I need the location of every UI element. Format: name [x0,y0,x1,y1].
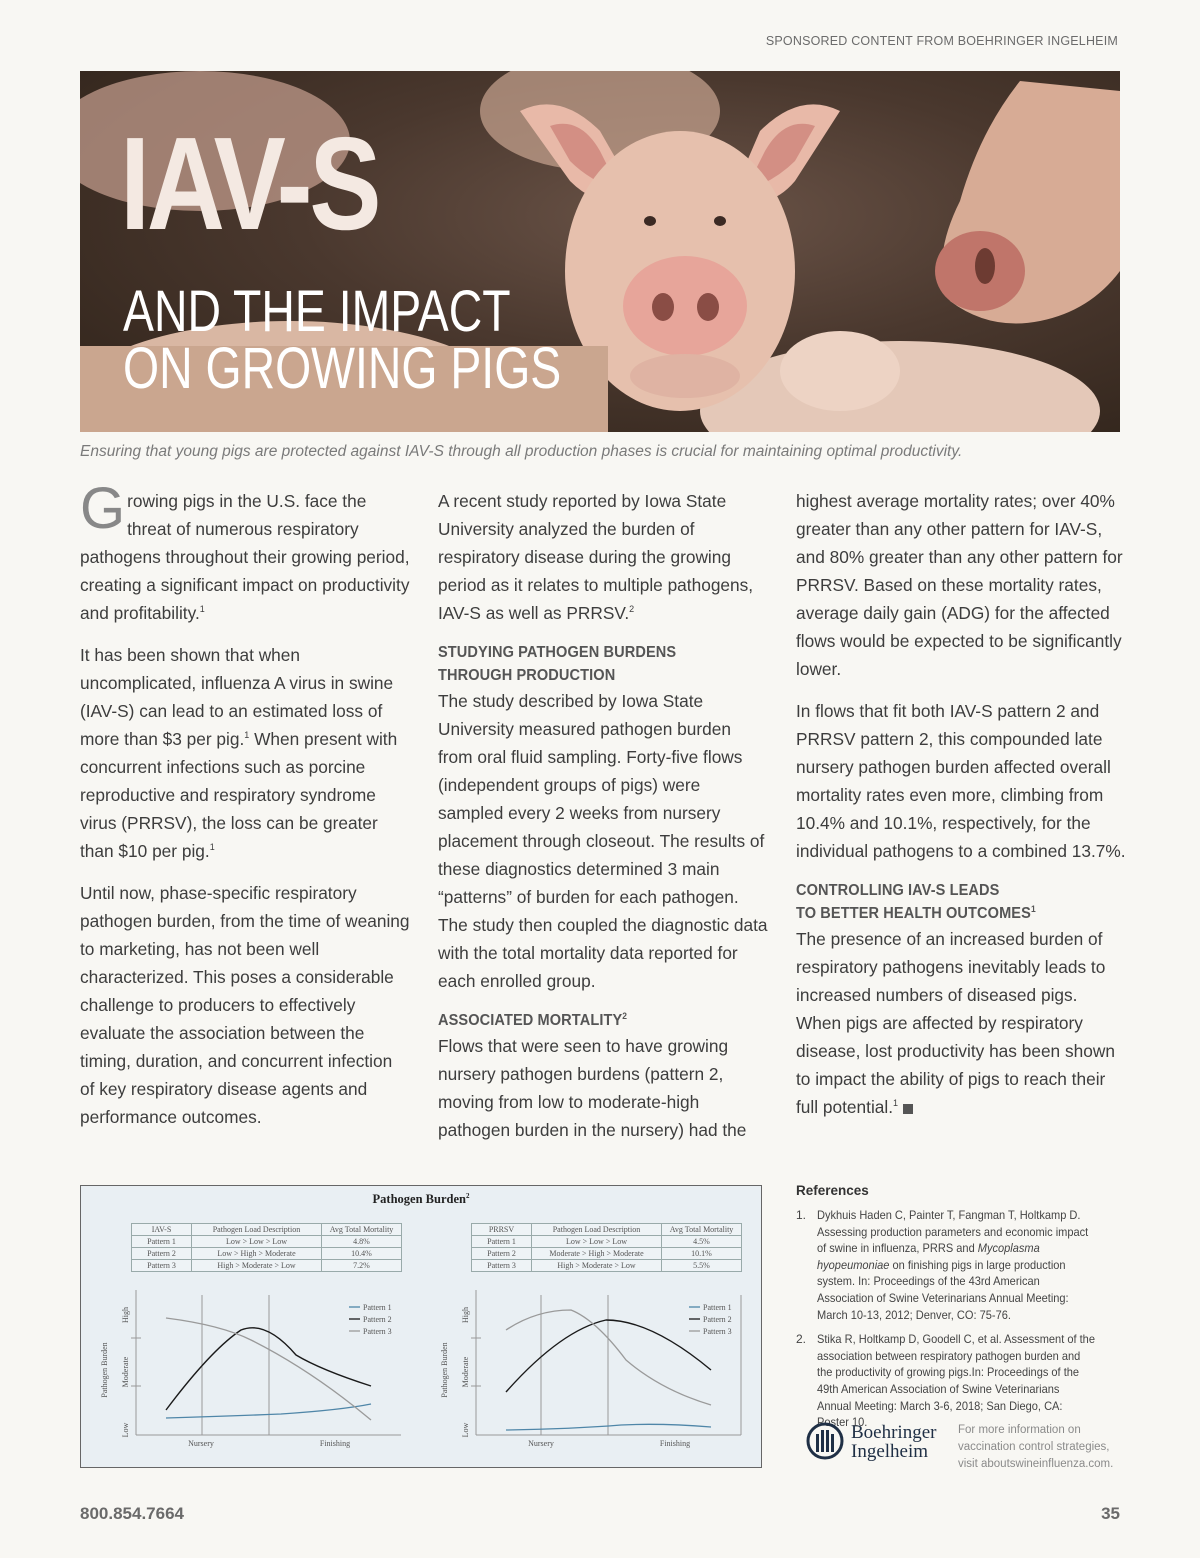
table-cell: Low > Low > Low [192,1236,322,1248]
reference-item [796,1331,1120,1431]
table-cell: Moderate > High > Moderate [532,1248,662,1260]
legend-label: Pattern 1 [363,1303,392,1312]
paragraph-mortality: Flows that were seen to have growing nursery pathogen burdens (pattern 2, moving from low to moderate-high pathogen burden in the nursery) had the [438,1036,747,1140]
section-heading-mortality [438,1009,748,1032]
references [796,1183,1120,1439]
table-cell: 4.8% [322,1236,402,1248]
table-cell: Low > High > Moderate [192,1248,322,1260]
table-cell: High > Moderate > Low [192,1260,322,1272]
hero-title: IAV-S [120,110,379,257]
heading-line [796,902,1106,925]
iav-burden-plot [81,1290,421,1460]
reference-number: 1. [796,1208,807,1222]
y-axis-label: Pathogen Burden [440,1342,449,1398]
legend-label: Pattern 3 [703,1327,732,1336]
paragraph-text: A recent study reported by Iowa State University analyzed the burden of respiratory disease during the growing period as it relates to multiple pathogens, IAV-S as well as PRRSV. [438,491,754,623]
footnote-ref: 2 [622,1010,628,1021]
heading-line: THROUGH PRODUCTION [438,667,616,684]
table-cell: Pattern 1 [132,1236,192,1248]
table-row [472,1248,742,1260]
footnote-ref: 2 [465,1192,470,1200]
article-column-2 [438,487,768,1158]
paragraph-compounded: In flows that fit both IAV-S pattern 2 and PRRSV pattern 2, this compounded late nursery pathogen burden affected overall mortality rates even more, climbing from 10.4% and 10.1%, respectively, for the individual pathogens to a combined 13.7%. [796,701,1126,861]
photo-caption: Ensuring that young pigs are protected against IAV-S through all production phases is crucial for maintaining optimal productivity. [80,443,963,460]
legend-label: Pattern 2 [363,1315,392,1324]
y-tick-high: High [461,1307,470,1323]
paragraph-challenge: Until now, phase-specific respiratory pathogen burden, from the time of weaning to marketing, has not been well characterized. This poses a considerable challenge to producers to effectively evaluate the association between the timing, duration, and concurrent infection of key respiratory disease agents and performance outcomes. [80,883,410,1127]
y-tick-moderate: Moderate [461,1356,470,1388]
x-label-finishing: Finishing [659,1439,691,1448]
paragraph-study [438,487,768,627]
footnote-ref: 1 [893,1098,899,1109]
prrsv-burden-plot [421,1290,761,1460]
end-mark-icon [903,1104,913,1114]
legend-label: Pattern 3 [363,1327,392,1336]
paragraph-text: It has been shown that when uncomplicated, influenza A virus in swine (IAV-S) can lead to an estimated loss of more than $3 per pig. [80,645,394,749]
table-header: PRRSV [472,1224,532,1236]
article-column-1 [80,476,410,1145]
legend-label: Pattern 2 [703,1315,732,1324]
y-tick-high: High [121,1307,130,1323]
table-cell: Pattern 3 [472,1260,532,1272]
table-cell: Pattern 2 [132,1248,192,1260]
x-label-finishing: Finishing [319,1439,351,1448]
table-row [132,1260,402,1272]
reference-text-part: on finishing pigs in large production system. In: Proceedings of the 43rd American Association of Swine Veterinarians Annual Meeting: March 10-13, 2012; Denver, CO: 75-76. [817,1257,1069,1322]
x-label-nursery: Nursery [528,1439,554,1448]
legend-label: Pattern 1 [703,1303,732,1312]
paragraph-method: The study described by Iowa State University measured pathogen burden from oral fluid sampling. Forty-five flows (independent groups of pigs) were sampled every 2 weeks from nursery placement through closeout. The results of these diagnostics determined 3 main “patterns” of burden for each pathogen. The study then coupled the diagnostic data with the total mortality data reported for each enrolled group. [438,691,768,991]
reference-text: Stika R, Holtkamp D, Goodell C, et al. Assessment of the association between respiratory pathogen burden and the productivity of growing pigs.In: Proceedings of the 49th American Association of Swine Veterinarians Annual Meeting: March 3-6, 2018; San Diego, CA: Poster 10. [817,1332,1095,1430]
phone-number: 800.854.7664 [80,1504,184,1523]
logo-line: Ingelheim [851,1441,929,1462]
table-cell: High > Moderate > Low [532,1260,662,1272]
paragraph-intro [80,476,410,627]
figure-title-text: Pathogen Burden [372,1192,466,1207]
prrsv-table [471,1223,742,1272]
table-cell: Low > Low > Low [532,1236,662,1248]
reference-number: 2. [796,1332,807,1347]
paragraph-text: When present with concurrent infections such as porcine reproductive and respiratory syndrome virus (PRRSV), the loss can be greater than $10 per pig. [80,729,398,861]
hero-subtitle [123,279,562,401]
table-row [132,1248,402,1260]
footnote-ref: 1 [199,604,205,615]
y-tick-moderate: Moderate [121,1356,130,1388]
footnote-ref: 2 [629,604,635,615]
paragraph-presence [796,925,1126,1121]
table-header: Avg Total Mortality [662,1224,742,1236]
y-tick-low: Low [121,1422,130,1438]
y-axis-label: Pathogen Burden [100,1342,109,1398]
x-label-nursery: Nursery [188,1439,214,1448]
y-tick-low: Low [461,1422,470,1438]
heading-line: STUDYING PATHOGEN BURDENS [438,644,677,661]
heading-line: CONTROLLING IAV-S LEADS [796,882,1000,899]
table-cell: 10.1% [662,1248,742,1260]
footnote-ref: 1 [209,842,215,853]
paragraph-text: rowing pigs in the U.S. face the threat of numerous respiratory pathogens throughout their growing period, creating a significant impact on productivity and profitability. [80,491,410,623]
table-cell: 4.5% [662,1236,742,1248]
table-row [132,1236,402,1248]
hero-subtitle-line1: AND THE IMPACT [123,279,511,344]
table-row [472,1236,742,1248]
figure-title [81,1192,761,1207]
section-heading-controlling [796,879,1106,925]
page-number: 35 [1101,1504,1120,1523]
iav-table [131,1223,402,1272]
table-header: IAV-S [132,1224,192,1236]
logo-text [851,1423,936,1461]
table-cell: 10.4% [322,1248,402,1260]
hero-subtitle-line2: ON GROWING PIGS [123,336,562,401]
logo-line: Boehringer [851,1422,937,1443]
table-cell: Pattern 1 [472,1236,532,1248]
reference-item [796,1207,1120,1323]
article-column-3 [796,487,1126,1135]
table-cell: Pattern 3 [132,1260,192,1272]
table-cell: 7.2% [322,1260,402,1272]
reference-text [817,1207,1096,1323]
footnote-ref: 1 [244,730,250,741]
paragraph-loss [80,641,410,865]
sponsor-label: SPONSORED CONTENT FROM BOEHRINGER INGELHEIM [765,34,1118,48]
section-heading-studying [438,641,748,687]
reference-text-part: Dykhuis Haden C, Painter T, Fangman T, Holtkamp D. Assessing production parameters and economic impact of swine in influenza, PRRS and [817,1208,1089,1256]
table-cell: Pattern 2 [472,1248,532,1260]
more-info-text: For more information on vaccination control strategies, visit aboutswineinfluenza.com. [958,1424,1114,1470]
company-logo-icon [806,1422,844,1462]
paragraph-text: highest average mortality rates; over 40% greater than any other pattern for IAV-S, and 80% greater than any other pattern for PRRSV. Based on these mortality rates, average daily gain (ADG) for the affected flows would be expected to be significantly lower. [796,491,1123,679]
table-cell: 5.5% [662,1260,742,1272]
dropcap: G [80,476,126,541]
boehringer-logo [806,1422,936,1462]
heading-line: ASSOCIATED MORTALITY [438,1012,623,1029]
paragraph-text: The presence of an increased burden of respiratory pathogens inevitably leads to increased numbers of diseased pigs. When pigs are affected by respiratory disease, lost productivity has been shown to impact the ability of pigs to reach their full potential. [796,929,1115,1117]
footnote-ref: 1 [1030,903,1036,914]
references-heading: References [796,1183,869,1198]
heading-text: TO BETTER HEALTH OUTCOMES [796,905,1031,922]
paragraph-mortality-cont [796,487,1126,683]
table-header: Pathogen Load Description [192,1224,322,1236]
reference-species: Mycoplasma hyopeumoniae [817,1241,1040,1272]
table-header: Pathogen Load Description [532,1224,662,1236]
pathogen-burden-figure [80,1185,762,1468]
table-header: Avg Total Mortality [322,1224,402,1236]
table-row [472,1260,742,1272]
